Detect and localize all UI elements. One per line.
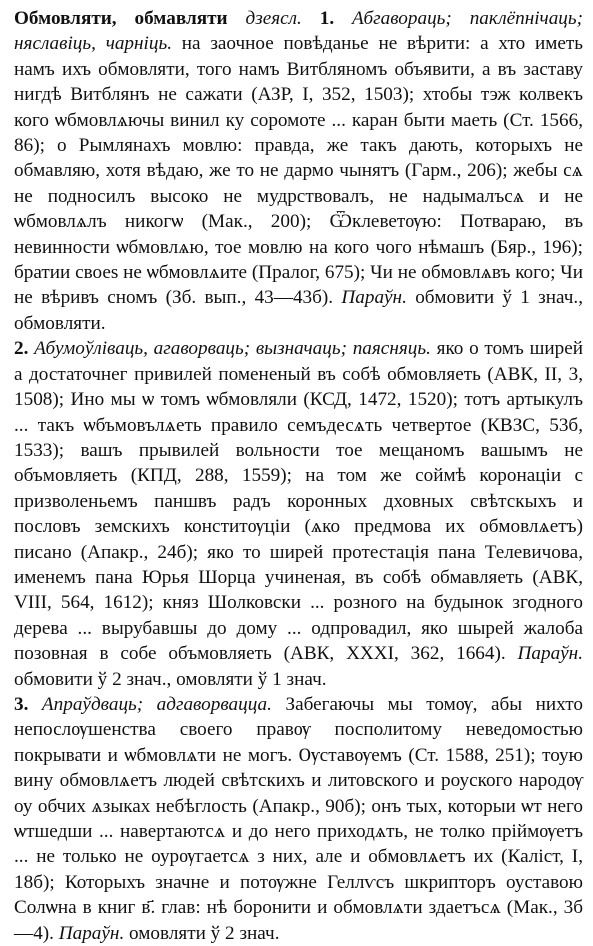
sense-1-gloss: Абгавораць; паклёпнічаць; няславіць, чарніць. [14, 8, 584, 55]
sense-3-gloss: Апраўдваць; адгаворвацца. [41, 693, 272, 715]
sense-2-ref-label: Параўн. [517, 643, 584, 665]
headword: Обмовляти, обмавляти [14, 8, 228, 29]
sense-1-paragraph [14, 6, 583, 336]
sense-1-ref-text: обмовити ў 1 знач., обмовляти. [14, 287, 584, 334]
sense-3-citations: Забегаючы мы томѹ, абы нихто непослѹшенства своего правѹ посполитому неведомостью покрывати и ѡбмовлѧти не могъ. Ѹставѹемъ (Ст. 1588, 251); тоую вину обмовлѧетъ людей свѣтскихъ и литовского и роуского народѹ оу обчих ѧзыках небѣглость (Апакр., 90б); онъ тых, которыи ѡт него ѡтшедши ... навертаютсѧ и до него приходѧть, не толко пріймѹетъ ... не только не оурѹгаетсѧ з них, але и обмовлѧетъ их (Каліст, I, 18б); Которыхъ значне и потѹжне Геллѵсъ шкрипторъ оуставою Солѡна в книг в҃. глав: нѣ боронити и обмовлѧти здаетъсѧ (Мак., 3б—4). [14, 693, 584, 944]
sense-3-paragraph [14, 692, 583, 946]
sense-2-ref-text: обмовити ў 2 знач., омовляти ў 1 знач. [14, 668, 327, 690]
sense-2-gloss: Абумоўліваць, агаворваць; вызначаць; паясняць. [34, 338, 431, 360]
sense-number-2: 2. [14, 338, 29, 360]
sense-3-ref-text: омовляти ў 2 знач. [129, 922, 280, 944]
sense-2-citations: яко о томъ ширей а достаточнег привилей помененый въ собѣ обмовляеть (АВК, II, 3, 1508); Ино мы ѡ томъ ѡбмовляли (КСД, 1472, 1520); тотъ артыкулъ ... такъ ѡбъмовълѧеть правило семъдесѧть четвертое (КВЗС, 53б, 1533); вашъ прывилей вольности тое мещаномъ вашымъ не объмовляеть (КПД, 288, 1559); на том же соймѣ коронаціи с призволеньемъ паншвъ радъ коронных дховных свѣтскыхъ и пословъ земскихъ конститѹціи (ѧко предмова их обмовлѧетъ) писано (Апакр., 24б); яко то ширей протестація пана Телевичова, именемъ пана Юрья Шорца учиненая, въ собѣ обмавляеть (АВК, VIII, 564, 1612); княз Шолковски ... розного на будынок згодного дерева ... вырубавшы до дому ... одпровадил, яко шырей жалоба позовная в собе объмовляеть (АВК, XXXI, 362, 1664). [14, 338, 584, 665]
sense-number-3: 3. [14, 693, 29, 715]
grammar-label: дзеясл. [245, 8, 302, 29]
sense-number-1: 1. [319, 8, 335, 29]
sense-1-citations: на заочное повѣданье не вѣрити: а хто иметь намъ ихъ обмовляти, того намъ Витбляномъ объявити, а въ заставу нигдѣ Витблянъ не сажати (АЗР, I, 352, 1503); хтобы тэж колвекъ кого ѡбмовлѧючы винил ку соромоте ... каран быти маеть (Ст. 1566, 86); о Рымлянахъ мовлю: правда, же такъ дають, которыхъ не обмавляю, хотя вѣдаю, же то не дармо чынятъ (Гарм., 206); жебы сѧ не подносилъ высоко не мудрствовалъ, не надымалъсѧ и не ѡбмовлѧлъ никогѡ (Мак., 200); Ѿклеветѹю: Потвараю, въ невинности ѡбмовлѧю, тое мовлю на кого чого нѣмашъ (Бяр., 196); братии своеѕ не ѡбмовлѧите (Пралог, 675); Чи не обмовлѧвъ кого; Чи не вѣривъ сномъ (Зб. вып., 43—43б). [14, 33, 584, 309]
sense-2-paragraph [14, 336, 583, 692]
sense-3-ref-label: Параўн. [58, 922, 125, 944]
sense-1-ref-label: Параўн. [341, 287, 407, 309]
